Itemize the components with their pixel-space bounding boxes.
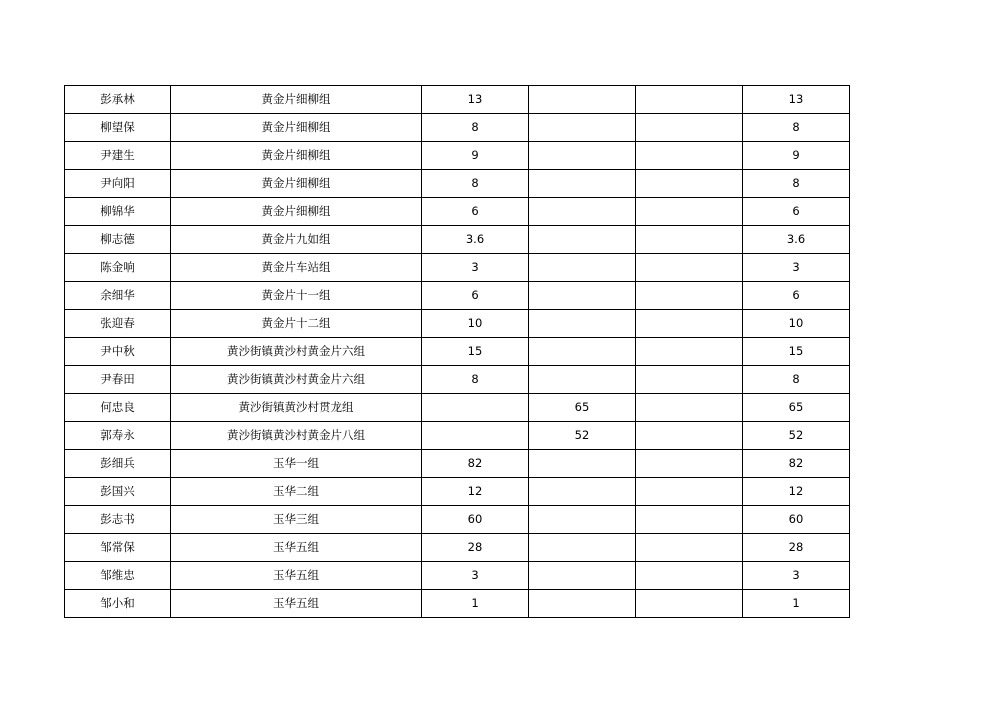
value-c-cell [636, 226, 743, 254]
total-cell: 82 [743, 450, 850, 478]
person-name-cell: 尹中秋 [65, 338, 171, 366]
location-cell: 玉华五组 [171, 562, 422, 590]
total-cell: 52 [743, 422, 850, 450]
value-b-cell [529, 310, 636, 338]
value-c-cell [636, 282, 743, 310]
person-name-cell: 柳望保 [65, 114, 171, 142]
person-name-cell: 尹向阳 [65, 170, 171, 198]
value-c-cell [636, 170, 743, 198]
location-cell: 黄沙街镇黄沙村黄金片八组 [171, 422, 422, 450]
value-a-cell: 9 [422, 142, 529, 170]
value-a-cell [422, 422, 529, 450]
total-cell: 60 [743, 506, 850, 534]
location-cell: 黄金片车站组 [171, 254, 422, 282]
value-a-cell: 60 [422, 506, 529, 534]
table-row [65, 310, 850, 338]
person-name-cell: 陈金响 [65, 254, 171, 282]
table-row [65, 170, 850, 198]
value-b-cell [529, 142, 636, 170]
value-c-cell [636, 590, 743, 618]
location-cell: 黄金片细柳组 [171, 198, 422, 226]
location-cell: 黄沙街镇黄沙村黄金片六组 [171, 366, 422, 394]
person-name-cell: 彭国兴 [65, 478, 171, 506]
value-b-cell [529, 198, 636, 226]
location-cell: 黄金片细柳组 [171, 114, 422, 142]
person-name-cell: 邹常保 [65, 534, 171, 562]
table-row [65, 422, 850, 450]
value-a-cell: 10 [422, 310, 529, 338]
value-c-cell [636, 562, 743, 590]
value-b-cell [529, 114, 636, 142]
total-cell: 3 [743, 254, 850, 282]
total-cell: 8 [743, 366, 850, 394]
total-cell: 10 [743, 310, 850, 338]
value-b-cell [529, 254, 636, 282]
location-cell: 黄金片九如组 [171, 226, 422, 254]
table-row [65, 394, 850, 422]
person-name-cell: 张迎春 [65, 310, 171, 338]
person-name-cell: 余细华 [65, 282, 171, 310]
person-name-cell: 彭志书 [65, 506, 171, 534]
person-name-cell: 郭寿永 [65, 422, 171, 450]
total-cell: 3 [743, 562, 850, 590]
total-cell: 65 [743, 394, 850, 422]
value-b-cell [529, 506, 636, 534]
location-cell: 黄金片十一组 [171, 282, 422, 310]
table-row [65, 478, 850, 506]
value-c-cell [636, 198, 743, 226]
value-a-cell: 8 [422, 170, 529, 198]
location-cell: 黄沙街镇黄沙村贯龙组 [171, 394, 422, 422]
value-a-cell [422, 394, 529, 422]
location-cell: 玉华一组 [171, 450, 422, 478]
value-a-cell: 3 [422, 254, 529, 282]
total-cell: 15 [743, 338, 850, 366]
value-b-cell [529, 226, 636, 254]
location-cell: 黄金片细柳组 [171, 170, 422, 198]
value-a-cell: 28 [422, 534, 529, 562]
value-b-cell [529, 534, 636, 562]
value-c-cell [636, 450, 743, 478]
total-cell: 3.6 [743, 226, 850, 254]
value-b-cell [529, 170, 636, 198]
value-c-cell [636, 506, 743, 534]
data-table [64, 85, 850, 618]
value-b-cell [529, 590, 636, 618]
table-row [65, 142, 850, 170]
table-row [65, 338, 850, 366]
value-c-cell [636, 310, 743, 338]
location-cell: 玉华五组 [171, 534, 422, 562]
value-c-cell [636, 142, 743, 170]
table-row [65, 114, 850, 142]
location-cell: 黄金片细柳组 [171, 142, 422, 170]
value-c-cell [636, 254, 743, 282]
table-row [65, 534, 850, 562]
person-name-cell: 柳锦华 [65, 198, 171, 226]
table-row [65, 562, 850, 590]
value-c-cell [636, 422, 743, 450]
total-cell: 8 [743, 170, 850, 198]
value-a-cell: 8 [422, 114, 529, 142]
location-cell: 黄金片细柳组 [171, 86, 422, 114]
table-row [65, 450, 850, 478]
value-a-cell: 3.6 [422, 226, 529, 254]
value-a-cell: 8 [422, 366, 529, 394]
person-name-cell: 尹建生 [65, 142, 171, 170]
value-a-cell: 82 [422, 450, 529, 478]
person-name-cell: 彭承林 [65, 86, 171, 114]
value-b-cell [529, 478, 636, 506]
location-cell: 玉华三组 [171, 506, 422, 534]
location-cell: 黄沙街镇黄沙村黄金片六组 [171, 338, 422, 366]
total-cell: 13 [743, 86, 850, 114]
table-row [65, 86, 850, 114]
location-cell: 玉华五组 [171, 590, 422, 618]
total-cell: 12 [743, 478, 850, 506]
table-row [65, 254, 850, 282]
table-row [65, 590, 850, 618]
table-row [65, 282, 850, 310]
table-row [65, 366, 850, 394]
value-a-cell: 13 [422, 86, 529, 114]
person-name-cell: 邹维忠 [65, 562, 171, 590]
table-body [65, 86, 850, 618]
value-c-cell [636, 366, 743, 394]
value-c-cell [636, 478, 743, 506]
total-cell: 6 [743, 282, 850, 310]
value-b-cell: 52 [529, 422, 636, 450]
table-row [65, 226, 850, 254]
total-cell: 1 [743, 590, 850, 618]
value-a-cell: 6 [422, 198, 529, 226]
person-name-cell: 柳志德 [65, 226, 171, 254]
value-c-cell [636, 86, 743, 114]
person-name-cell: 何忠良 [65, 394, 171, 422]
total-cell: 28 [743, 534, 850, 562]
value-a-cell: 15 [422, 338, 529, 366]
value-c-cell [636, 534, 743, 562]
table-row [65, 198, 850, 226]
value-c-cell [636, 394, 743, 422]
total-cell: 8 [743, 114, 850, 142]
value-c-cell [636, 338, 743, 366]
value-b-cell [529, 86, 636, 114]
value-b-cell [529, 450, 636, 478]
table-row [65, 506, 850, 534]
value-a-cell: 12 [422, 478, 529, 506]
location-cell: 黄金片十二组 [171, 310, 422, 338]
total-cell: 6 [743, 198, 850, 226]
total-cell: 9 [743, 142, 850, 170]
value-b-cell [529, 562, 636, 590]
value-b-cell [529, 338, 636, 366]
person-name-cell: 尹春田 [65, 366, 171, 394]
person-name-cell: 彭细兵 [65, 450, 171, 478]
value-a-cell: 6 [422, 282, 529, 310]
value-b-cell [529, 282, 636, 310]
value-b-cell: 65 [529, 394, 636, 422]
person-name-cell: 邹小和 [65, 590, 171, 618]
value-a-cell: 1 [422, 590, 529, 618]
value-b-cell [529, 366, 636, 394]
value-c-cell [636, 114, 743, 142]
location-cell: 玉华二组 [171, 478, 422, 506]
value-a-cell: 3 [422, 562, 529, 590]
